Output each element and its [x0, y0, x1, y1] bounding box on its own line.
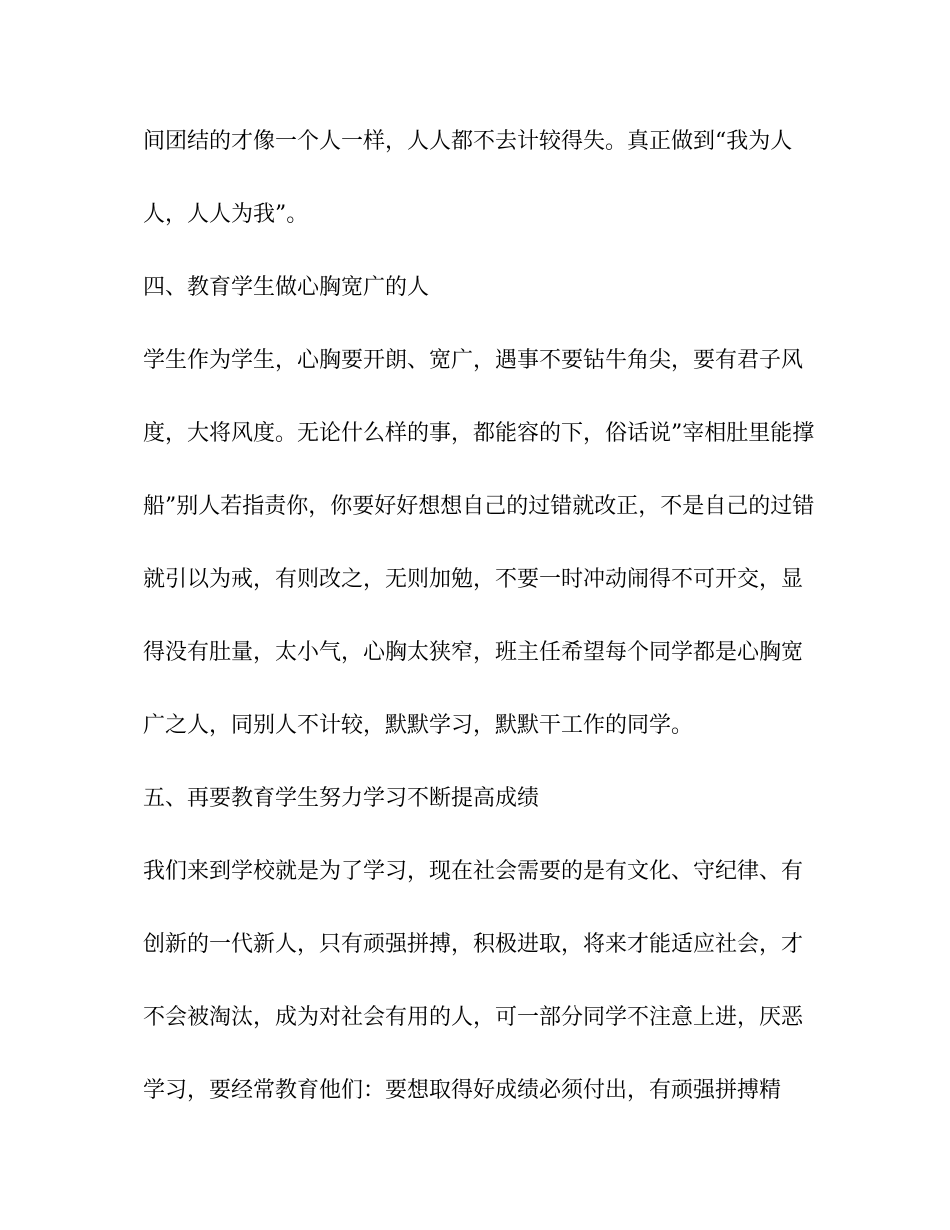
text-line: 度，大将风度。无论什么样的事，都能容的下，俗话说”宰相肚里能撑 — [143, 421, 815, 446]
text-line: 人，人人为我”。 — [143, 202, 309, 227]
section-heading: 五、再要教育学生努力学习不断提高成绩 — [143, 786, 540, 811]
text-line: 学生作为学生，心胸要开朗、宽广，遇事不要钻牛角尖，要有君子风 — [143, 348, 804, 373]
text-line: 得没有肚量，太小气，心胸太狭窄，班主任希望每个同学都是心胸宽 — [143, 640, 804, 665]
text-line: 船”别人若指责你，你要好好想想自己的过错就改正，不是自己的过错 — [143, 494, 815, 519]
text-line: 广之人，同别人不计较，默默学习，默默干工作的同学。 — [143, 713, 694, 738]
text-line: 不会被淘汰，成为对社会有用的人，可一部分同学不注意上进，厌恶 — [143, 1005, 804, 1030]
text-line: 间团结的才像一个人一样，人人都不去计较得失。真正做到“我为人 — [143, 129, 793, 154]
text-line: 创新的一代新人，只有顽强拼搏，积极进取，将来才能适应社会，才 — [143, 932, 804, 957]
section-heading: 四、教育学生做心胸宽广的人 — [143, 275, 430, 300]
text-line: 学习，要经常教育他们：要想取得好成绩必须付出，有顽强拼搏精 — [143, 1078, 782, 1103]
text-line: 我们来到学校就是为了学习，现在社会需要的是有文化、守纪律、有 — [143, 859, 804, 884]
text-line: 就引以为戒，有则改之，无则加勉，不要一时冲动闹得不可开交，显 — [143, 567, 804, 592]
